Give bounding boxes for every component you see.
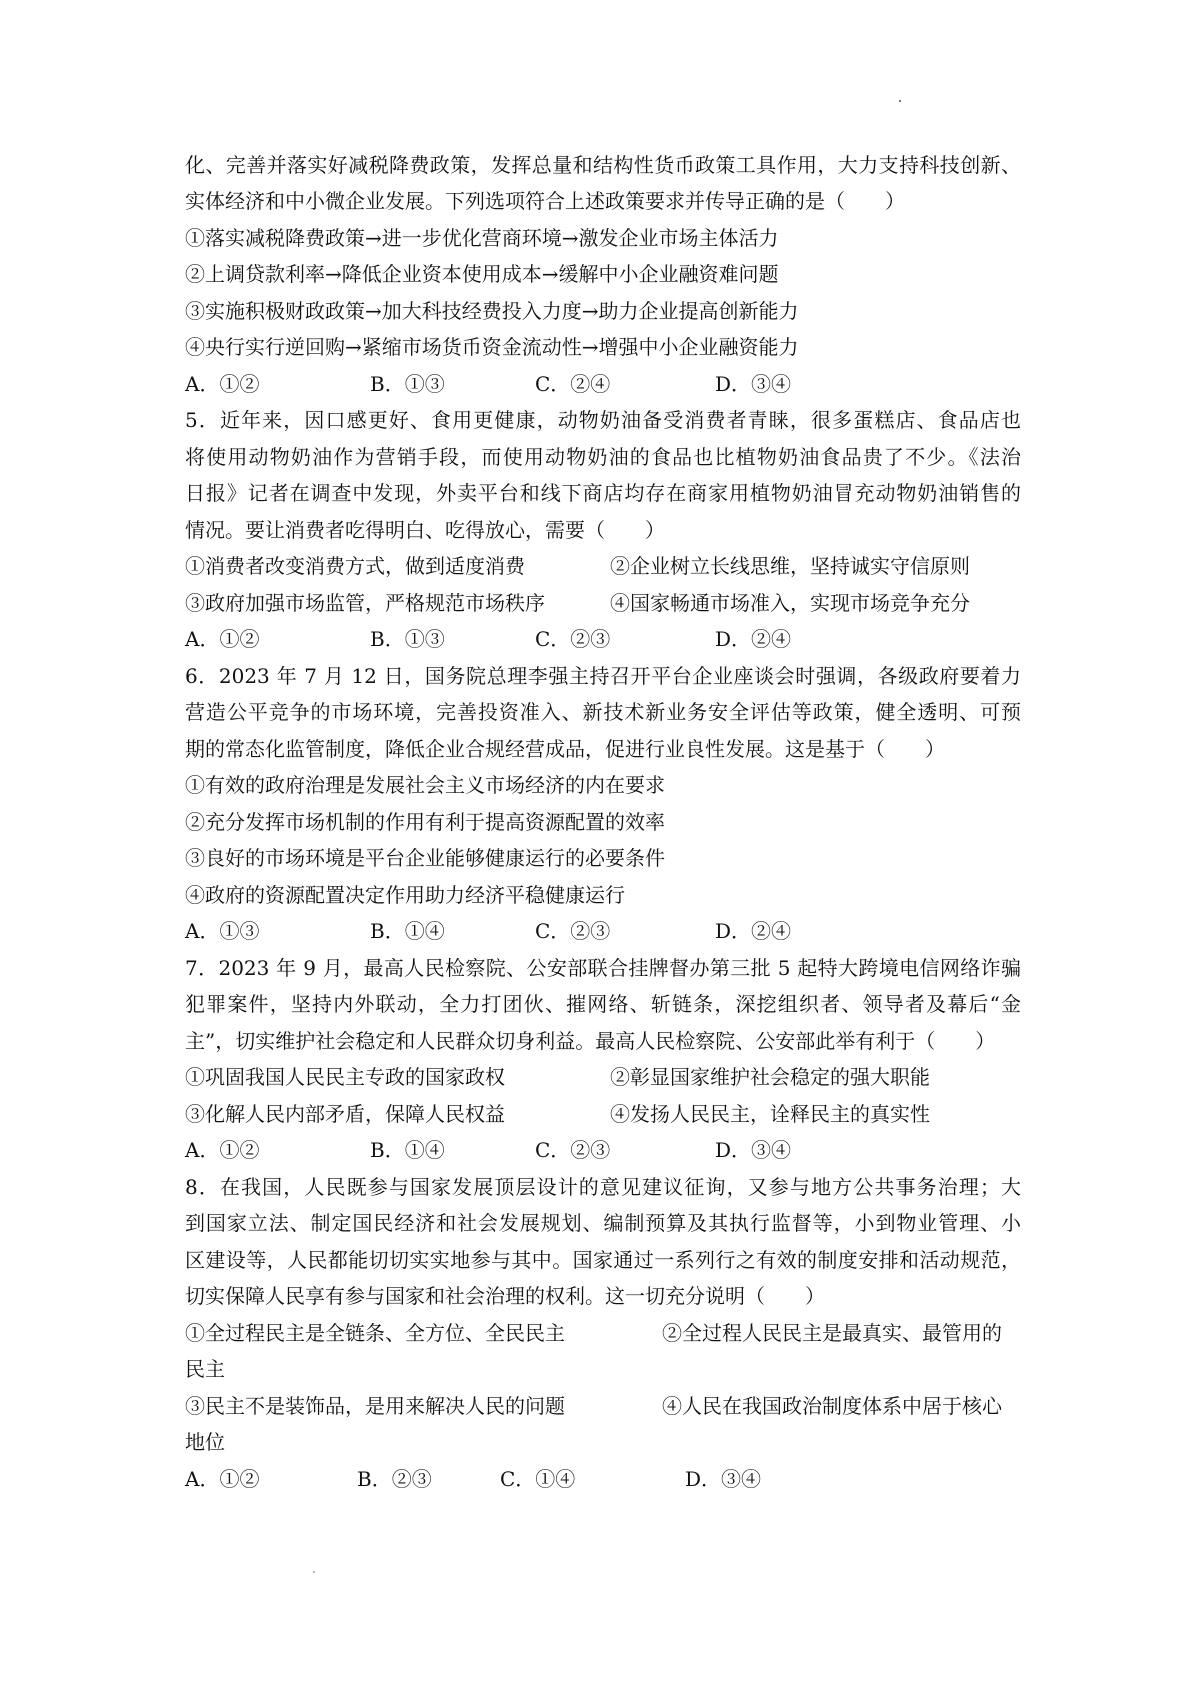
q6-item-2: ②充分发挥市场机制的作用有利于提高资源配置的效率 bbox=[185, 810, 665, 834]
q5-stem-line-3: 日报》记者在调查中发现，外卖平台和线下商店均存在商家用植物奶油冒充动物奶油销售的 bbox=[185, 481, 1021, 505]
q8-option-b[interactable]: B．②③ bbox=[357, 1467, 432, 1491]
q8-option-d[interactable]: D．③④ bbox=[685, 1467, 762, 1491]
q7-option-a[interactable]: A．①② bbox=[185, 1138, 260, 1162]
q8-option-c[interactable]: C．①④ bbox=[500, 1467, 576, 1491]
q6-stem-line-2: 营造公平竞争的市场环境，完善投资准入、新技术新业务安全评估等政策，健全透明、可预 bbox=[185, 700, 1021, 724]
q5-item-2: ②企业树立长线思维，坚持诚实守信原则 bbox=[610, 554, 970, 578]
q5-stem-line-2: 将使用动物奶油作为营销手段，而使用动物奶油的食品也比植物奶油食品贵了不少。《法治 bbox=[185, 445, 1021, 469]
q7-item-4: ④发扬人民民主，诠释民主的真实性 bbox=[610, 1102, 930, 1126]
q5-item-3: ③政府加强市场监管，严格规范市场秩序 bbox=[185, 591, 545, 615]
q7-option-c[interactable]: C．②③ bbox=[535, 1138, 611, 1162]
q6-option-d[interactable]: D．②④ bbox=[715, 919, 792, 943]
q5-stem-line-1: 5．近年来，因口感更好、食用更健康，动物奶油备受消费者青睐，很多蛋糕店、食品店也 bbox=[185, 408, 1021, 432]
q6-item-1: ①有效的政府治理是发展社会主义市场经济的内在要求 bbox=[185, 773, 665, 797]
q8-stem-line-1: 8．在我国，人民既参与国家发展顶层设计的意见建议征询，又参与地方公共事务治理；大 bbox=[185, 1175, 1021, 1199]
scan-mark-bottom bbox=[313, 1571, 315, 1573]
q7-option-d[interactable]: D．③④ bbox=[715, 1138, 792, 1162]
q5-item-4: ④国家畅通市场准入，实现市场竞争充分 bbox=[610, 591, 970, 615]
q8-item-2-continued: 民主 bbox=[185, 1357, 225, 1381]
q6-item-3: ③良好的市场环境是平台企业能够健康运行的必要条件 bbox=[185, 846, 665, 870]
q4-item-3: ③实施积极财政政策→加大科技经费投入力度→助力企业提高创新能力 bbox=[185, 299, 799, 323]
q8-item-4: ④人民在我国政治制度体系中居于核心 bbox=[662, 1394, 1002, 1418]
q6-item-4: ④政府的资源配置决定作用助力经济平稳健康运行 bbox=[185, 883, 625, 907]
q5-option-d[interactable]: D．②④ bbox=[715, 627, 792, 651]
q8-option-a[interactable]: A．①② bbox=[185, 1467, 260, 1491]
q8-item-3: ③民主不是装饰品，是用来解决人民的问题 bbox=[185, 1394, 565, 1418]
q5-stem-line-4: 情况。要让消费者吃得明白、吃得放心，需要（ ） bbox=[185, 518, 665, 542]
q4-item-2: ②上调贷款利率→降低企业资本使用成本→缓解中小企业融资难问题 bbox=[185, 262, 779, 286]
q7-stem-line-2: 犯罪案件，坚持内外联动，全力打团伙、摧网络、斩链条，深挖组织者、领导者及幕后“金 bbox=[185, 992, 1021, 1016]
q7-item-3: ③化解人民内部矛盾，保障人民权益 bbox=[185, 1102, 505, 1126]
q7-stem-line-1: 7．2023 年 9 月，最高人民检察院、公安部联合挂牌督办第三批 5 起特大跨境电信网络诈骗 bbox=[185, 956, 1021, 980]
q4-item-4: ④央行实行逆回购→紧缩市场货币资金流动性→增强中小企业融资能力 bbox=[185, 335, 799, 359]
q4-stem-line-1: 化、完善并落实好减税降费政策，发挥总量和结构性货币政策工具作用，大力支持科技创新、 bbox=[185, 153, 1021, 177]
scan-mark bbox=[899, 100, 901, 102]
q8-item-2: ②全过程人民民主是最真实、最管用的 bbox=[662, 1321, 1002, 1345]
q7-option-b[interactable]: B．①④ bbox=[370, 1138, 445, 1162]
q4-stem-line-2: 实体经济和中小微企业发展。下列选项符合上述政策要求并传导正确的是（ ） bbox=[185, 189, 905, 213]
q6-option-a[interactable]: A．①③ bbox=[185, 919, 260, 943]
q6-option-b[interactable]: B．①④ bbox=[370, 919, 445, 943]
q7-item-2: ②彰显国家维护社会稳定的强大职能 bbox=[610, 1065, 930, 1089]
q4-option-c[interactable]: C．②④ bbox=[535, 372, 611, 396]
q4-option-b[interactable]: B．①③ bbox=[370, 372, 445, 396]
q5-option-a[interactable]: A．①② bbox=[185, 627, 260, 651]
q8-item-1: ①全过程民主是全链条、全方位、全民民主 bbox=[185, 1321, 565, 1345]
q5-item-1: ①消费者改变消费方式，做到适度消费 bbox=[185, 554, 525, 578]
q6-stem-line-3: 期的常态化监管制度，降低企业合规经营成品，促进行业良性发展。这是基于（ ） bbox=[185, 737, 945, 761]
q6-option-c[interactable]: C．②③ bbox=[535, 919, 611, 943]
q7-item-1: ①巩固我国人民民主专政的国家政权 bbox=[185, 1065, 505, 1089]
q5-option-c[interactable]: C．②③ bbox=[535, 627, 611, 651]
q8-stem-line-3: 区建设等，人民都能切切实实地参与其中。国家通过一系列行之有效的制度安排和活动规范， bbox=[185, 1248, 1021, 1272]
q8-stem-line-4: 切实保障人民享有参与国家和社会治理的权利。这一切充分说明（ ） bbox=[185, 1284, 825, 1308]
q8-item-4-continued: 地位 bbox=[185, 1430, 225, 1454]
q6-stem-line-1: 6．2023 年 7 月 12 日，国务院总理李强主持召开平台企业座谈会时强调，各级政府要着力 bbox=[185, 664, 1021, 688]
q7-stem-line-3: 主”，切实维护社会稳定和人民群众切身利益。最高人民检察院、公安部此举有利于（ ） bbox=[185, 1029, 996, 1053]
q5-option-b[interactable]: B．①③ bbox=[370, 627, 445, 651]
q4-option-a[interactable]: A．①② bbox=[185, 372, 260, 396]
q4-option-d[interactable]: D．③④ bbox=[715, 372, 792, 396]
q8-stem-line-2: 到国家立法、制定国民经济和社会发展规划、编制预算及其执行监督等，小到物业管理、小 bbox=[185, 1211, 1021, 1235]
q4-item-1: ①落实减税降费政策→进一步优化营商环境→激发企业市场主体活力 bbox=[185, 226, 779, 250]
